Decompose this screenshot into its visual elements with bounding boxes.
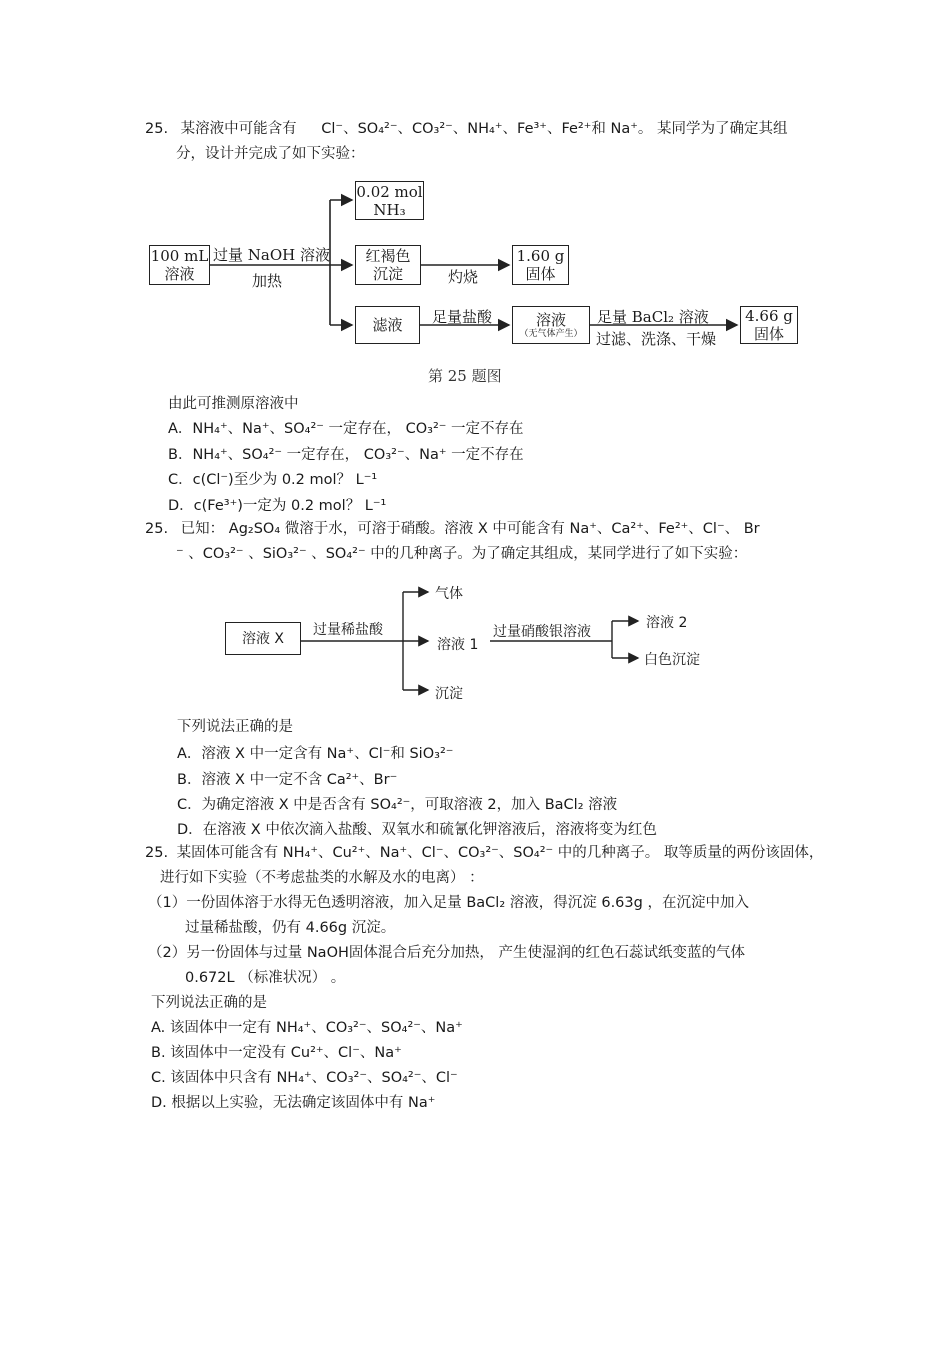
q3-exp2-line2: 0.672L （标准状况） 。 <box>185 970 346 986</box>
q1-solid1-label: 固体 <box>525 265 556 283</box>
q2-solution2: 溶液 2 <box>646 615 688 631</box>
q3-number: 25. <box>145 845 169 861</box>
q2-start-label: 溶液 X <box>241 630 285 647</box>
q3-exp1-line1: （1）一份固体溶于水得无色透明溶液，加入足量 BaCl₂ 溶液，得沉淀 6.63g ，在沉淀中加入 <box>148 895 749 911</box>
q1-stem-a: 某溶液中可能含有 <box>180 121 297 137</box>
q1-figure-caption: 第 25 题图 <box>428 367 502 385</box>
q1-filtrate-label: 滤液 <box>372 316 403 334</box>
q1-arrow-heat: 加热 <box>252 272 283 290</box>
q1-lead: 由此可推测原溶液中 <box>168 396 299 412</box>
q1-option-d: D．c(Fe³⁺)一定为 0.2 mol？ L⁻¹ <box>168 498 387 514</box>
q1-option-c: C．c(Cl⁻)至少为 0.2 mol？ L⁻¹ <box>168 472 378 488</box>
q1-arrow-burn: 灼烧 <box>448 268 479 286</box>
q2-stem-line2: ⁻ 、CO₃²⁻ 、SiO₃²⁻ 、SO₄²⁻ 中的几种离子。为了确定其组成，某同学进行了如下实验： <box>176 546 748 562</box>
q3-option-a: A. 该固体中一定有 NH₄⁺、CO₃²⁻、SO₄²⁻、Na⁺ <box>151 1020 463 1036</box>
q1-solid2-mass: 4.66 g <box>745 307 793 325</box>
q1-gas-amount: 0.02 mol <box>356 182 423 201</box>
q3-exp2-line1: （2）另一份固体与过量 NaOH固体混合后充分加热， 产生使湿润的红色石蕊试纸变蓝的气体 <box>148 945 745 961</box>
q1-arrow-naoh: 过量 NaOH 溶液 <box>213 246 330 264</box>
q2-stem-a: 已知： Ag₂SO₄ 微溶于水，可溶于硝酸。溶液 X 中可能含有 Na⁺、Ca²⁺、Fe²⁺、Cl⁻、 Br <box>180 521 760 537</box>
q2-number: 25. <box>145 521 169 537</box>
q1-option-a: A．NH₄⁺、Na⁺、SO₄²⁻ 一定存在， CO₃²⁻ 一定不存在 <box>168 421 524 437</box>
q3-option-b: B. 该固体中一定没有 Cu²⁺、Cl⁻、Na⁺ <box>151 1045 402 1061</box>
q3-option-d: D. 根据以上实验，无法确定该固体中有 Na⁺ <box>151 1095 436 1111</box>
q2-solution1: 溶液 1 <box>437 637 479 653</box>
q1-arrow-filter: 过滤、洗涤、干燥 <box>596 330 717 348</box>
q1-solid2-label: 固体 <box>753 325 784 343</box>
q3-stem-line2: 进行如下实验（不考虑盐类的水解及水的电离） ： <box>160 870 484 886</box>
q2-gas: 气体 <box>435 586 463 602</box>
q3-stem-line1 <box>145 843 823 863</box>
q1-solid1-mass: 1.60 g <box>516 247 565 265</box>
q2-option-b: B．溶液 X 中一定不含 Ca²⁺、Br⁻ <box>177 772 398 788</box>
q2-option-d: D．在溶液 X 中依次滴入盐酸、双氧水和硫氰化钾溶液后，溶液将变为红色 <box>177 822 657 838</box>
q2-option-c: C．为确定溶液 X 中是否含有 SO₄²⁻，可取溶液 2，加入 BaCl₂ 溶液 <box>177 797 618 813</box>
q1-solution-label: 溶液 <box>535 310 566 329</box>
q1-ppt-color: 红褐色 <box>365 247 411 265</box>
q1-stem-line2: 分，设计并完成了如下实验： <box>176 146 365 162</box>
q1-arrow-hcl: 足量盐酸 <box>432 308 493 326</box>
q1-ion-list: Cl⁻、SO₄²⁻、CO₃²⁻、NH₄⁺、Fe³⁺、Fe²⁺和 Na⁺。 <box>321 121 653 137</box>
q2-white-ppt: 白色沉淀 <box>644 652 700 668</box>
q1-stem-b: 某同学为了确定其组 <box>657 121 788 137</box>
q3-lead: 下列说法正确的是 <box>151 995 267 1011</box>
q3-exp1-line2: 过量稀盐酸，仍有 4.66g 沉淀。 <box>185 920 396 936</box>
q2-arrow-hcl: 过量稀盐酸 <box>313 622 383 638</box>
q1-number: 25. <box>145 121 169 137</box>
q1-ppt-label: 沉淀 <box>372 265 403 283</box>
q1-gas-formula: NH₃ <box>373 200 406 219</box>
q1-option-b: B．NH₄⁺、SO₄²⁻ 一定存在， CO₃²⁻、Na⁺ 一定不存在 <box>168 447 524 463</box>
q3-option-c: C. 该固体中只含有 NH₄⁺、CO₃²⁻、SO₄²⁻、Cl⁻ <box>151 1070 458 1086</box>
q2-option-a: A．溶液 X 中一定含有 Na⁺、Cl⁻和 SiO₃²⁻ <box>177 746 454 762</box>
q2-precipitate: 沉淀 <box>435 686 463 702</box>
q3-stem-a: 某固体可能含有 NH₄⁺、Cu²⁺、Na⁺、Cl⁻、CO₃²⁻、SO₄²⁻ 中的几种离子。 取等质量的两份该固体， <box>176 845 824 861</box>
q1-start-label: 溶液 <box>164 265 195 283</box>
q2-arrow-agno3: 过量硝酸银溶液 <box>493 624 591 640</box>
q1-arrow-bacl2: 足量 BaCl₂ 溶液 <box>597 308 709 326</box>
q1-start-volume: 100 mL <box>150 247 209 265</box>
q2-lead: 下列说法正确的是 <box>177 719 293 735</box>
q1-solution-note: （无气体产生） <box>519 328 583 339</box>
q2-start-box <box>225 622 301 655</box>
